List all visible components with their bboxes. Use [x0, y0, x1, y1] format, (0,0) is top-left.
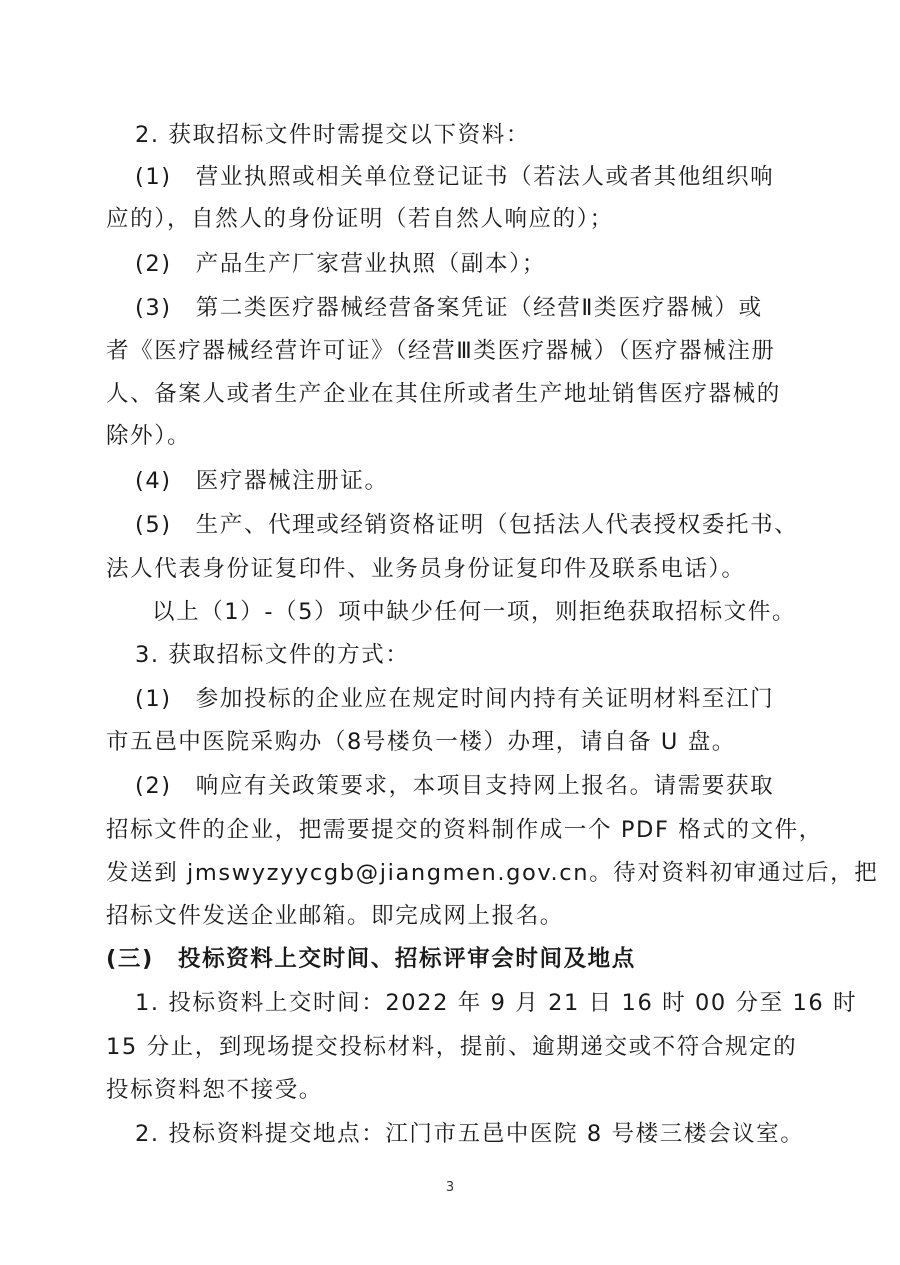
page-number: 3: [445, 1180, 455, 1195]
paragraph-line: 15 分止，到现场提交投标材料，提前、逾期递交或不符合规定的: [106, 1034, 798, 1060]
paragraph-line: 应的），自然人的身份证明（若自然人响应的）；: [106, 206, 614, 232]
paragraph-line: (2) 产品生产厂家营业执照（副本）；: [135, 251, 547, 277]
paragraph-line: 3. 获取招标文件的方式：: [135, 642, 410, 668]
paragraph-line: 投标资料恕不接受。: [106, 1077, 323, 1103]
paragraph-line: 招标文件的企业，把需要提交的资料制作成一个 PDF 格式的文件，: [106, 817, 823, 843]
paragraph-line: (2) 响应有关政策要求，本项目支持网上报名。请需要获取: [135, 773, 775, 799]
paragraph-line: 者《医疗器械经营许可证》（经营Ⅲ类医疗器械）（医疗器械注册: [106, 338, 776, 364]
paragraph-line: 2. 投标资料提交地点：江门市五邑中医院 8 号楼三楼会议室。: [135, 1121, 805, 1147]
paragraph-line: (1) 参加投标的企业应在规定时间内持有关证明材料至江门: [135, 686, 775, 712]
paragraph-line: 人、备案人或者生产企业在其住所或者生产地址销售医疗器械的: [106, 381, 781, 407]
paragraph-line: (3) 第二类医疗器械经营备案凭证（经营Ⅱ类医疗器械）或: [135, 295, 763, 321]
paragraph-line: (1) 营业执照或相关单位登记证书（若法人或者其他组织响: [135, 164, 775, 190]
paragraph-line: 市五邑中医院采购办（8号楼负一楼）办理，请自备 U 盘。: [106, 729, 736, 755]
paragraph-line: (4) 医疗器械注册证。: [135, 468, 389, 494]
section-heading: (三) 投标资料上交时间、招标评审会时间及地点: [106, 946, 636, 972]
paragraph-line: 1. 投标资料上交时间：2022 年 9 月 21 日 16 时 00 分至 16 时: [135, 990, 858, 1016]
paragraph-line: 法人代表身份证复印件、业务员身份证复印件及联系电话）。: [106, 556, 746, 582]
paragraph-line: 招标文件发送企业邮箱。即完成网上报名。: [106, 903, 564, 929]
paragraph-line: 以上（1）-（5）项中缺少任何一项，则拒绝获取招标文件。: [152, 599, 797, 625]
paragraph-line: 除外）。: [106, 423, 192, 449]
paragraph-line: (5) 生产、代理或经销资格证明（包括法人代表授权委托书、: [135, 512, 799, 538]
paragraph-line: 发送到 jmswyzyycgb@jiangmen.gov.cn。待对资料初审通过后，把: [106, 860, 879, 886]
paragraph-line: 2. 获取招标文件时需提交以下资料：: [135, 122, 530, 148]
